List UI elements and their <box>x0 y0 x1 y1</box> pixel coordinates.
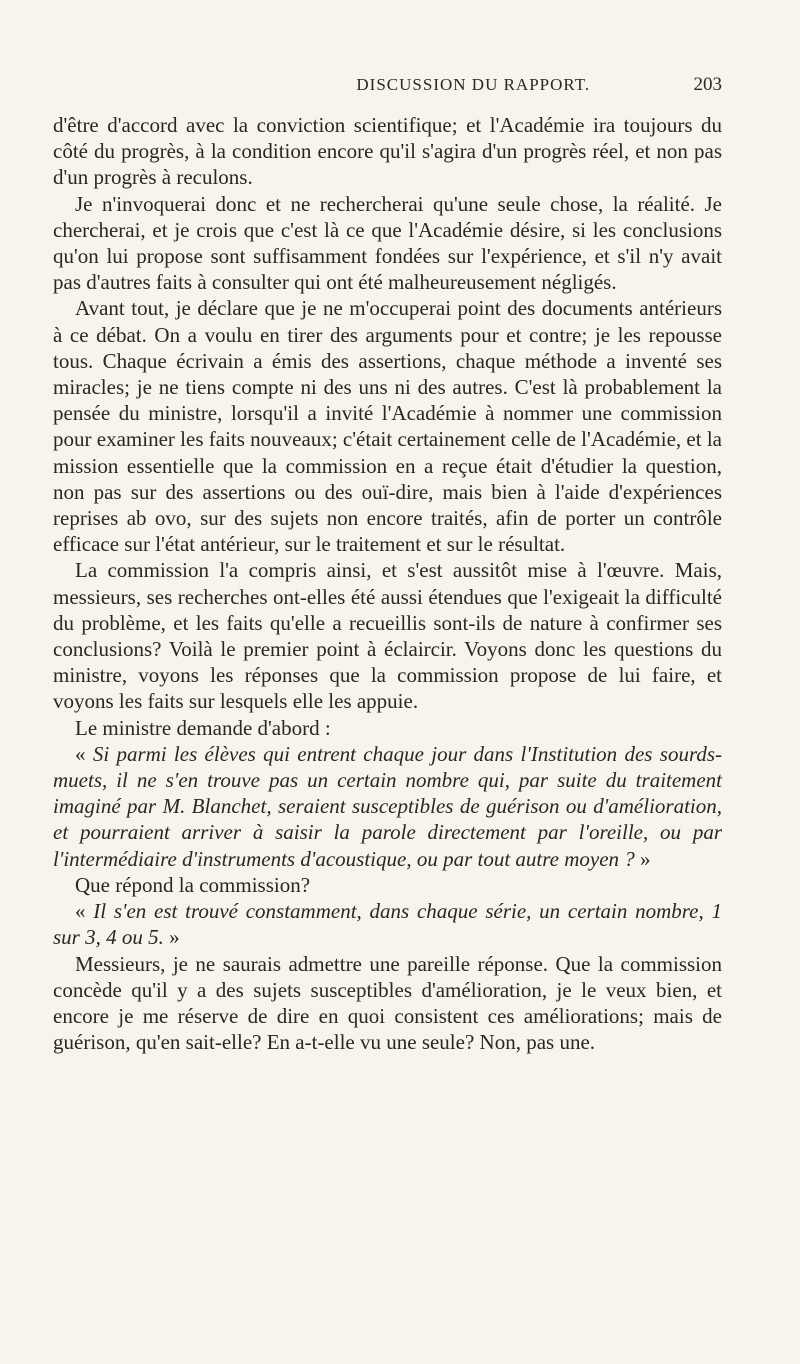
paragraph-4-text: La commission l'a compris ainsi, et s'est aussitôt mise à l'œuvre. Mais, messieurs, ses recherches ont-elles été aussi étendues que l'exigeait la difficulté du problème, et les faits qu'elle a recueillis sont-ils de nature à confirmer ses conclusions? Voilà le premier point à éclaircir. Voyons donc les questions du ministre, voyons les réponses que la commission propose de lui faire, et voyons les faits sur lesquels elle les appuie. <box>53 558 722 714</box>
paragraph-4 <box>53 557 722 714</box>
paragraph-3 <box>53 295 722 557</box>
paragraph-9-text: Messieurs, je ne saurais admettre une pareille réponse. Que la commission concède qu'il y a des sujets susceptibles d'amélioration, je le veux bien, et encore je me réserve de dire en quoi consistent ces améliorations; mais de guérison, qu'en sait-elle? En a-t-elle vu une seule? Non, pas une. <box>53 951 722 1055</box>
paragraph-5-text: Le ministre demande d'abord : <box>75 715 331 740</box>
running-head <box>53 74 722 104</box>
open-quote-mark: « <box>75 741 86 766</box>
page-number: 203 <box>693 74 722 95</box>
body-text <box>53 112 722 1055</box>
close-quote-mark-2: » <box>169 925 180 950</box>
open-quote-mark-2: « <box>75 899 86 924</box>
running-title: DISCUSSION DU RAPPORT. <box>356 75 591 94</box>
paragraph-7-text: Que répond la commission? <box>75 872 311 897</box>
paragraph-3-text: Avant tout, je déclare que je ne m'occuperai point des documents antérieurs à ce débat. On a voulu en tirer des arguments pour et contre; je les repousse tous. Chaque écrivain a émis des assertions, chaque méthode a inventé ses miracles; je ne tiens compte ni des uns ni des autres. C'est là probablement la pensée du ministre, lorsqu'il a invité l'Académie à nommer une commission pour examiner les faits nouveaux; c'était certainement celle de l'Académie, et la mission essentielle que la commission en a reçue était d'étudier la question, non pas sur des assertions ou des ouï-dire, mais bien à l'aide d'expériences reprises ab ovo, sur des sujets non encore traités, afin de porter un contrôle efficace sur l'état antérieur, sur le traitement et sur le résultat. <box>53 296 722 557</box>
commission-answer-quote <box>53 898 722 950</box>
paragraph-2-text: Je n'invoquerai donc et ne rechercherai qu'une seule chose, la réalité. Je chercherai, et je crois que c'est là ce que l'Académie désire, si les conclusions qu'on lui propose sont suffisamment fondées sur l'expérience, et s'il n'y avait pas d'autres faits à consulter qui ont été malheureusement négligés. <box>53 191 722 295</box>
paragraph-5 <box>53 715 722 741</box>
paragraph-2 <box>53 191 722 296</box>
paragraph-9 <box>53 951 722 1056</box>
minister-question-text: Si parmi les élèves qui entrent chaque jour dans l'Institution des sourds-muets, il ne s'en trouve pas un certain nombre qui, par suite du traitement imaginé par M. Blanchet, seraient susceptibles de guérison ou d'amélioration, et pourraient arriver à saisir la parole directement par l'oreille, ou par l'intermédiaire d'instruments d'acoustique, ou par tout autre moyen ? <box>53 741 723 871</box>
paragraph-1-text: d'être d'accord avec la conviction scientifique; et l'Académie ira toujours du côté du progrès, à la condition encore qu'il s'agira d'un progrès réel, et non pas d'un progrès à reculons. <box>53 113 722 190</box>
close-quote-mark: » <box>640 846 651 871</box>
minister-question-quote <box>53 741 722 872</box>
paragraph-1 <box>53 112 722 191</box>
paragraph-7 <box>53 872 722 898</box>
commission-answer-text: Il s'en est trouvé constamment, dans chaque série, un certain nombre, 1 sur 3, 4 ou 5. <box>53 899 722 950</box>
